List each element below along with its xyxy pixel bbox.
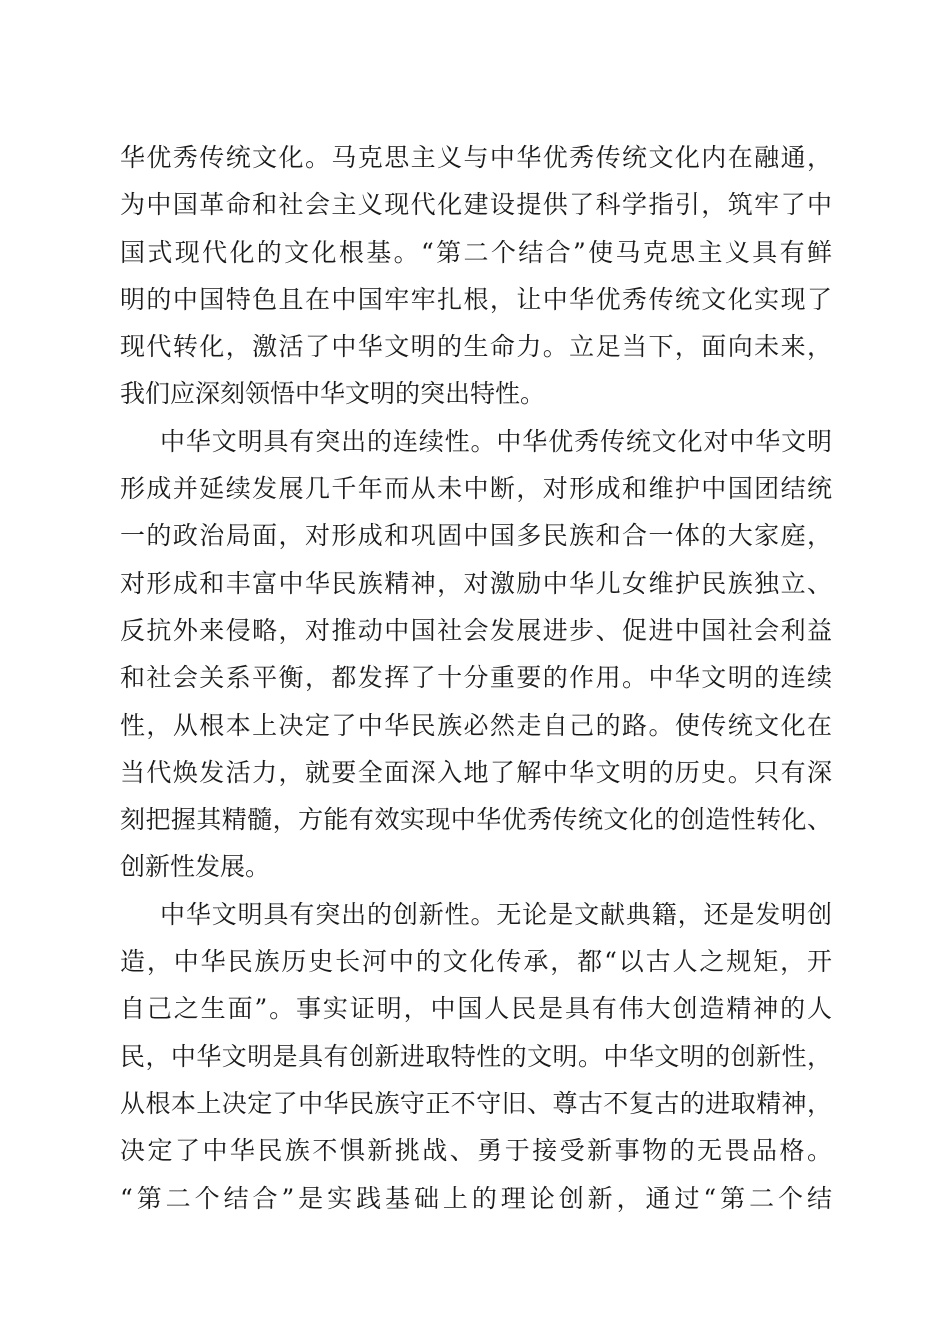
paragraph-2-line-3: 一的政治局面，对形成和巩固中国多民族和合一体的大家庭， (120, 521, 832, 551)
paragraph-3-line-6: 决定了中华民族不惧新挑战、勇于接受新事物的无畏品格。 (120, 1136, 832, 1166)
paragraph-3-line-1: 中华文明具有突出的创新性。无论是文献典籍，还是发明创 (160, 899, 832, 929)
body-text (120, 134, 832, 1222)
paragraph-3-line-4: 民，中华文明是具有创新进取特性的文明。中华文明的创新性， (120, 1041, 832, 1071)
paragraph-3-line-3: 自己之生面”。事实证明，中国人民是具有伟大创造精神的人 (120, 994, 832, 1024)
paragraph-2-line-4: 对形成和丰富中华民族精神，对激励中华儿女维护民族独立、 (120, 568, 832, 598)
paragraph-1-line-5: 现代转化，激活了中华文明的生命力。立足当下，面向未来， (120, 332, 832, 362)
paragraph-2-line-9: 刻把握其精髓，方能有效实现中华优秀传统文化的创造性转化、 (120, 805, 832, 835)
paragraph-2-line-10: 创新性发展。 (120, 852, 271, 882)
paragraph-2-line-6: 和社会关系平衡，都发挥了十分重要的作用。中华文明的连续 (120, 663, 832, 693)
paragraph-2-line-2: 形成并延续发展几千年而从未中断，对形成和维护中国团结统 (120, 474, 832, 504)
paragraph-3-line-7: “第二个结合”是实践基础上的理论创新，通过“第二个结 (120, 1183, 832, 1213)
paragraph-2-line-7: 性，从根本上决定了中华民族必然走自己的路。使传统文化在 (120, 710, 832, 740)
paragraph-3-line-5: 从根本上决定了中华民族守正不守旧、尊古不复古的进取精神， (120, 1088, 832, 1118)
paragraph-3-line-2: 造，中华民族历史长河中的文化传承，都“以古人之规矩，开 (120, 947, 832, 977)
paragraph-1-line-6: 我们应深刻领悟中华文明的突出特性。 (120, 379, 546, 409)
paragraph-2-line-8: 当代焕发活力，就要全面深入地了解中华文明的历史。只有深 (120, 757, 832, 787)
paragraph-1-line-1: 华优秀传统文化。马克思主义与中华优秀传统文化内在融通， (120, 143, 832, 172)
paragraph-1-line-2: 为中国革命和社会主义现代化建设提供了科学指引，筑牢了中 (120, 190, 832, 220)
paragraph-1-line-4: 明的中国特色且在中国牢牢扎根，让中华优秀传统文化实现了 (120, 284, 832, 314)
paragraph-1-line-3: 国式现代化的文化根基。“第二个结合”使马克思主义具有鲜 (120, 237, 832, 267)
paragraph-2-line-5: 反抗外来侵略，对推动中国社会发展进步、促进中国社会利益 (120, 615, 832, 645)
paragraph-2-line-1: 中华文明具有突出的连续性。中华优秀传统文化对中华文明 (160, 426, 832, 456)
